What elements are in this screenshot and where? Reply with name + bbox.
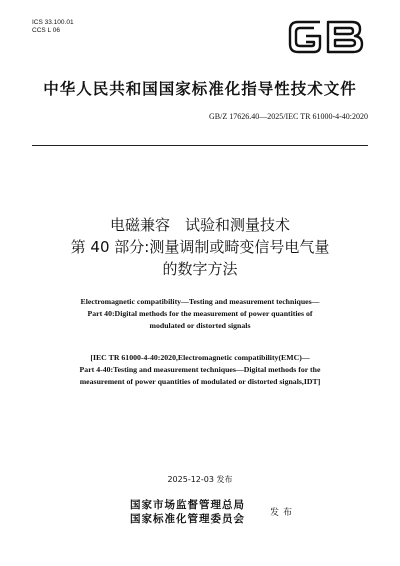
ics-code: ICS 33.100.01: [32, 19, 74, 26]
title-zh-line2: 第 40 部分:测量调制或畸变信号电气量: [70, 238, 330, 256]
title-en-line2: Part 40:Digital methods for the measurement of power quantities of: [87, 309, 313, 318]
standard-number: GB/Z 17626.40—2025/IEC TR 61000-4-40:2020: [209, 112, 368, 121]
issuer-line2: 国家标准化管理委员会: [130, 513, 245, 525]
classification-codes: [32, 19, 74, 35]
standard-category: 中华人民共和国国家标准化指导性技术文件: [43, 80, 357, 98]
issue-date: 2025-12-03 发布: [167, 475, 233, 484]
gb-logo: [286, 14, 366, 58]
title-en-line1: Electromagnetic compatibility—Testing and measurement techniques—: [80, 297, 320, 306]
equivalence-line2: Part 4-40:Testing and measurement techniques—Digital methods for the: [79, 365, 321, 374]
title-zh-line1: 电磁兼容 试验和测量技术: [109, 216, 290, 234]
equivalence-line3: measurement of power quantities of modulated or distorted signals,IDT]: [79, 377, 321, 386]
title-zh-line3: 的数字方法: [162, 260, 238, 278]
equivalence-line1: [IEC TR 61000-4-40:2020,Electromagnetic compatibility(EMC)—: [90, 353, 310, 362]
title-en-line3: modulated or distorted signals: [149, 321, 251, 330]
issuer-block: [130, 498, 245, 526]
ccs-code: CCS L 06: [32, 27, 60, 34]
issuer-line1: 国家市场监督管理总局: [130, 499, 245, 511]
header-divider: [32, 145, 368, 146]
issue-word: 发布: [270, 508, 297, 518]
